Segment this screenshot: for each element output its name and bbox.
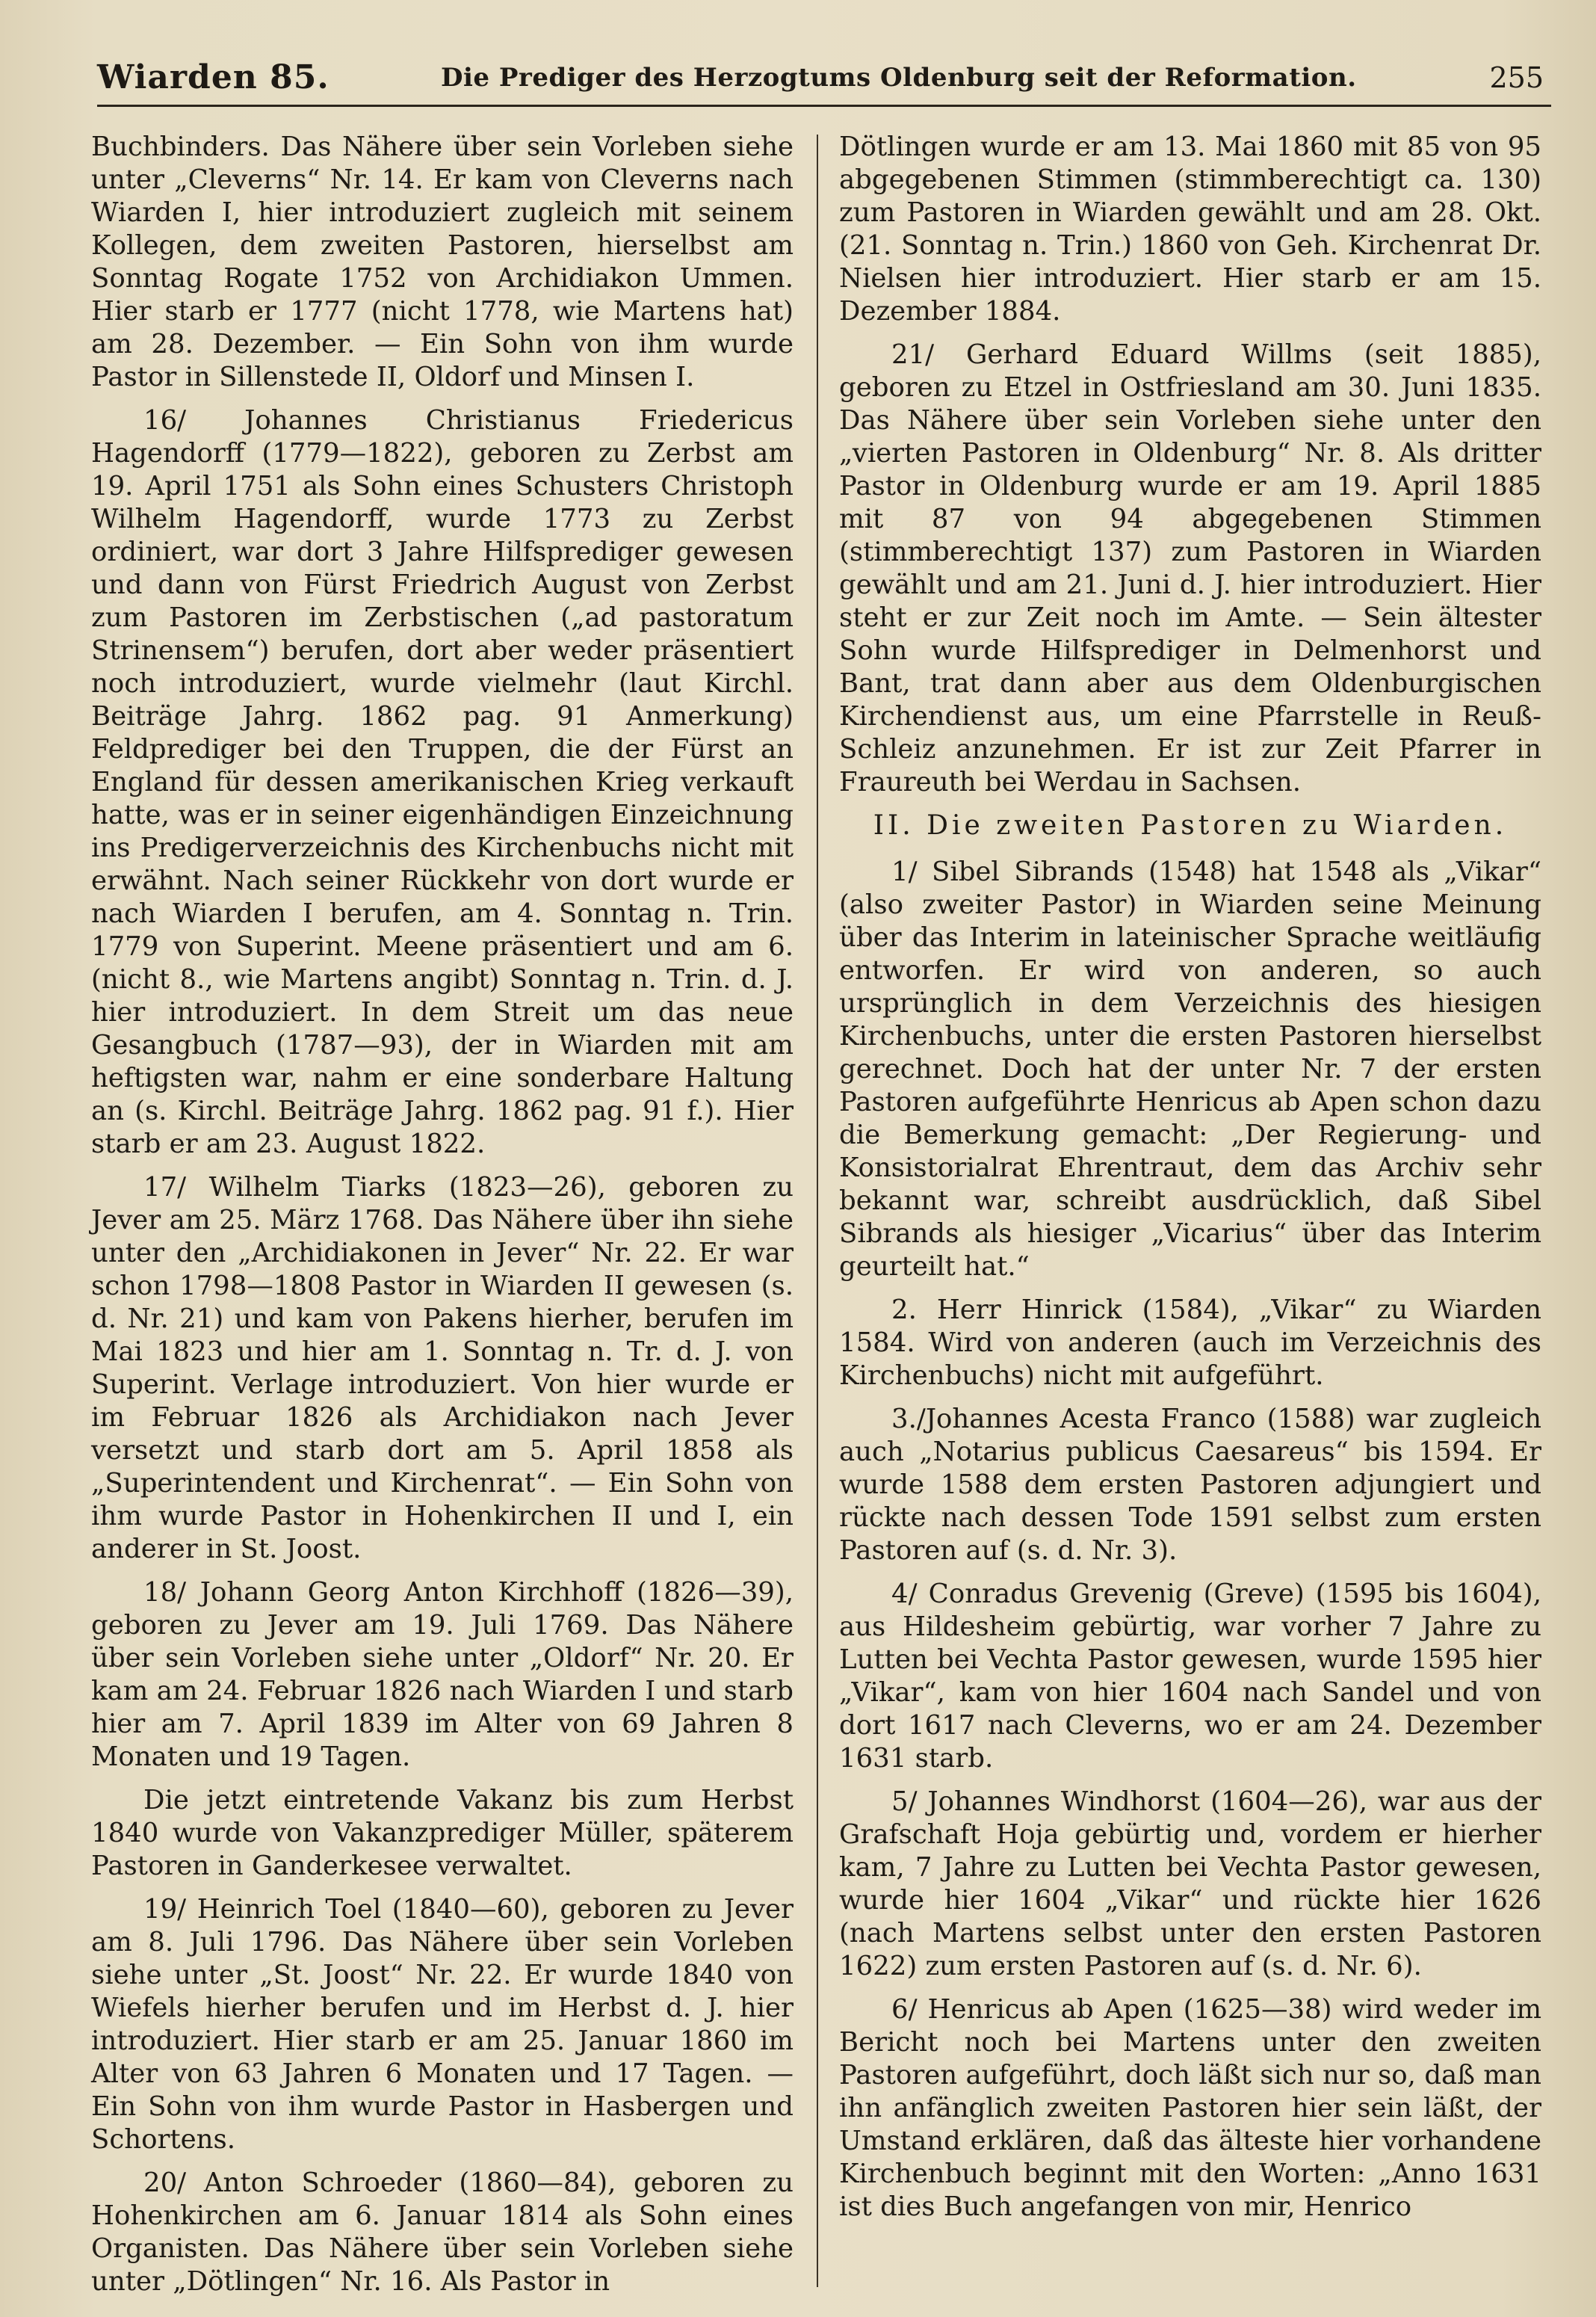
paragraph: 17/ Wilhelm Tiarks (1823—26), geboren zu Jever am 25. März 1768. Das Nähere über ihn siehe unter den „Archidiakonen in Jever“ Nr. 22. Er war schon 1798—1808 Pastor in Wiarden II gewesen (s. d. Nr. 21) und kam von Pakens hierher, berufen im Mai 1823 und hier am 1. Sonntag n. Tr. d. J. von Superint. Verlage introduziert. Von hier wurde er im Februar 1826 als Archidiakon nach Jever versetzt und starb dort am 5. April 1858 als „Superintendent und Kirchenrat“. — Ein Sohn von ihm wurde Pastor in Hohenkirchen II und I, ein anderer in St. Joost. xyxy=(91,1172,794,1564)
paragraph: 2. Herr Hinrick (1584), „Vikar“ zu Wiarden 1584. Wird von anderen (auch im Verzeichnis des Kirchenbuchs) nicht mit aufgeführt. xyxy=(839,1295,1541,1391)
paragraph: Buchbinders. Das Nähere über sein Vorleben siehe unter „Cleverns“ Nr. 14. Er kam von Cleverns nach Wiarden I, hier introduziert zugleich mit seinem Kollegen, dem zweiten Pastoren, hierselbst am Sonntag Rogate 1752 von Archidiakon Ummen. Hier starb er 1777 (nicht 1778, wie Martens hat) am 28. Dezember. — Ein Sohn von ihm wurde Pastor in Sillenstede II, Oldorf und Minsen I. xyxy=(91,132,794,392)
left-column xyxy=(91,131,794,2309)
paragraph: 21/ Gerhard Eduard Willms (seit 1885), geboren zu Etzel in Ostfriesland am 30. Juni 1835. Das Nähere über sein Vorleben siehe unter den „vierten Pastoren in Oldenburg“ Nr. 8. Als dritter Pastor in Oldenburg wurde er am 19. April 1885 mit 87 von 94 abgegebenen Stimmen (stimmberechtigt 137) zum Pastoren in Wiarden gewählt und am 21. Juni d. J. hier introduziert. Hier steht er zur Zeit noch im Amte. — Sein ältester Sohn wurde Hilfsprediger in Delmenhorst und Bant, trat dann aber aus dem Oldenburgischen Kirchendienst aus, um eine Pfarrstelle in Reuß-Schleiz anzunehmen. Er ist zur Zeit Pfarrer in Fraureuth bei Werdau in Sachsen. xyxy=(839,339,1541,797)
running-title: Die Prediger des Herzogtums Oldenburg seit der Reformation. xyxy=(441,63,1357,93)
column-divider xyxy=(817,135,818,2287)
paragraph: 4/ Conradus Grevenig (Greve) (1595 bis 1604), aus Hildesheim gebürtig, war vorher 7 Jahre zu Lutten bei Vechta Pastor gewesen, wurde 1595 hier „Vikar“, kam von hier 1604 nach Sandel und von dort 1617 nach Cleverns, wo er am 24. Dezember 1631 starb. xyxy=(839,1579,1541,1774)
paragraph: 6/ Henricus ab Apen (1625—38) wird weder im Bericht noch bei Martens unter den zweiten Pastoren aufgeführt, doch läßt sich nur so, daß man ihn anfänglich zweiten Pastoren hier sein läßt, der Umstand erklären, daß das älteste hier vorhandene Kirchenbuch beginnt mit den Worten: „Anno 1631 ist dies Buch angefangen von mir, Henrico xyxy=(839,1994,1541,2222)
paragraph: 1/ Sibel Sibrands (1548) hat 1548 als „Vikar“ (also zweiter Pastor) in Wiarden seine Meinung über das Interim in lateinischer Sprache weitläufig entworfen. Er wird von anderen, so auch ursprünglich in dem Verzeichnis des hiesigen Kirchenbuchs, unter die ersten Pastoren hierselbst gerechnet. Doch hat der unter Nr. 7 der ersten Pastoren aufgeführte Henricus ab Apen schon dazu die Bemerkung gemacht: „Der Regierung- und Konsistorialrat Ehrentraut, dem das Archiv sehr bekannt war, schreibt ausdrücklich, daß Sibel Sibrands als hiesiger „Vicarius“ über das Interim geurteilt hat.“ xyxy=(839,857,1541,1282)
right-column xyxy=(839,131,1541,2234)
paragraph: Dötlingen wurde er am 13. Mai 1860 mit 85 von 95 abgegebenen Stimmen (stimmberechtigt ca. 130) zum Pastoren in Wiarden gewählt und am 28. Okt. (21. Sonntag n. Trin.) 1860 von Geh. Kirchenrat Dr. Nielsen hier introduziert. Hier starb er am 15. Dezember 1884. xyxy=(839,132,1541,327)
paragraph: 5/ Johannes Windhorst (1604—26), war aus der Grafschaft Hoja gebürtig und, vordem er hierher kam, 7 Jahre zu Lutten bei Vechta Pastor gewesen, wurde hier 1604 „Vikar“ und rückte hier 1626 (nach Martens selbst unter den ersten Pastoren 1622) zum ersten Pastoren auf (s. d. Nr. 6). xyxy=(839,1786,1541,1981)
paragraph: 19/ Heinrich Toel (1840—60), geboren zu Jever am 8. Juli 1796. Das Nähere über sein Vorleben siehe unter „St. Joost“ Nr. 22. Er wurde 1840 von Wiefels hierher berufen und im Herbst d. J. hier introduziert. Hier starb er am 25. Januar 1860 im Alter von 63 Jahren 6 Monaten und 17 Tagen. — Ein Sohn von ihm wurde Pastor in Hasbergen und Schortens. xyxy=(91,1894,794,2155)
paragraph: 18/ Johann Georg Anton Kirchhoff (1826—39), geboren zu Jever am 19. Juli 1769. Das Nähere über sein Vorleben siehe unter „Oldorf“ Nr. 20. Er kam am 24. Februar 1826 nach Wiarden I und starb hier am 7. April 1839 im Alter von 69 Jahren 8 Monaten und 19 Tagen. xyxy=(91,1577,794,1772)
paragraph: Die jetzt eintretende Vakanz bis zum Herbst 1840 wurde von Vakanzprediger Müller, späterem Pastoren in Ganderkesee verwaltet. xyxy=(91,1785,794,1881)
paragraph: 16/ Johannes Christianus Friedericus Hagendorff (1779—1822), geboren zu Zerbst am 19. April 1751 als Sohn eines Schusters Christoph Wilhelm Hagendorff, wurde 1773 zu Zerbst ordiniert, war dort 3 Jahre Hilfsprediger gewesen und dann von Fürst Friedrich August von Zerbst zum Pastoren im Zerbstischen („ad pastoratum Strinensem“) berufen, dort aber weder präsentiert noch introduziert, wurde vielmehr (laut Kirchl. Beiträge Jahrg. 1862 pag. 91 Anmerkung) Feldprediger bei den Truppen, die der Fürst an England für dessen amerikanischen Krieg verkauft hatte, was er in seiner eigenhändigen Einzeichnung ins Predigerverzeichnis des Kirchenbuchs nicht mit erwähnt. Nach seiner Rückkehr von dort wurde er nach Wiarden I berufen, am 4. Sonntag n. Trin. 1779 von Superint. Meene präsentiert und am 6. (nicht 8., wie Martens angibt) Sonntag n. Trin. d. J. hier introduziert. In dem Streit um das neue Gesangbuch (1787—93), der in Wiarden mit am heftigsten war, nahm er eine sonderbare Haltung an (s. Kirchl. Beiträge Jahrg. 1862 pag. 91 f.). Hier starb er am 23. August 1822. xyxy=(91,405,794,1159)
page-header xyxy=(97,52,1551,107)
paragraph: 3./Johannes Acesta Franco (1588) war zugleich auch „Notarius publicus Caesareus“ bis 1594. Er wurde 1588 dem ersten Pastoren adjungiert und rückte nach dessen Tode 1591 selbst zum ersten Pastoren auf (s. d. Nr. 3). xyxy=(839,1404,1541,1566)
paragraph: 20/ Anton Schroeder (1860—84), geboren zu Hohenkirchen am 6. Januar 1814 als Sohn eines Organisten. Das Nähere über sein Vorleben siehe unter „Dötlingen“ Nr. 16. Als Pastor in xyxy=(91,2168,794,2297)
running-head-left: Wiarden 85. xyxy=(97,58,330,96)
page-number: 255 xyxy=(1489,61,1544,94)
section-heading: II. Die zweiten Pastoren zu Wiarden. xyxy=(873,810,1508,841)
